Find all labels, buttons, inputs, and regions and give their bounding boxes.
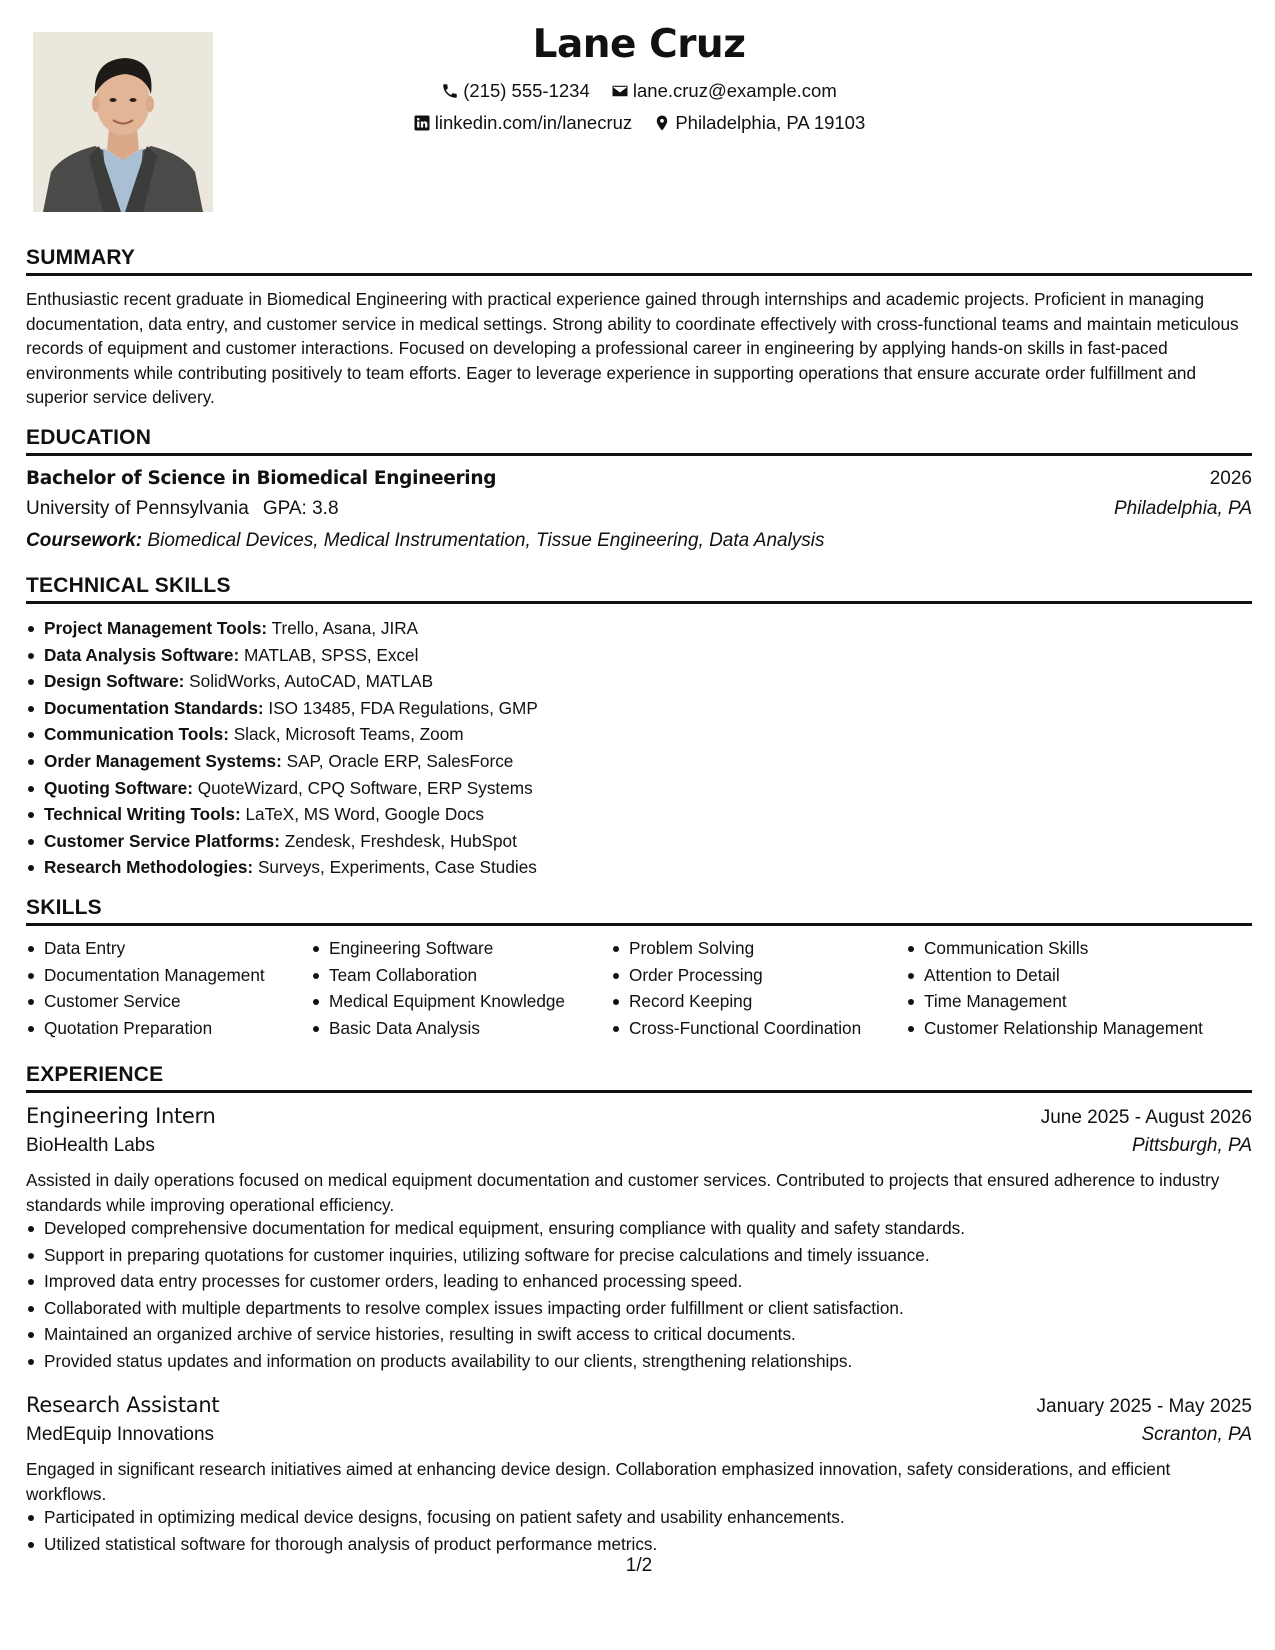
list-item: Basic Data Analysis (311, 1015, 565, 1042)
contact-line-1 (26, 80, 1252, 105)
education-row-1 (26, 468, 1252, 490)
technical-skills-list (26, 615, 538, 881)
list-item: Utilized statistical software for thorough analysis of product performance metrics. (26, 1531, 845, 1558)
education-heading: EDUCATION (26, 426, 1252, 456)
job-location: Pittsburgh, PA (1131, 1135, 1252, 1156)
job-description: Engaged in significant research initiatives aimed at enhancing device design. Collaboration emphasized innovation, safety considerations, and efficient workflows. (26, 1459, 1171, 1504)
list-item: Record Keeping (611, 988, 861, 1015)
job-1-subheader (26, 1135, 1252, 1157)
list-item: Cross-Functional Coordination (611, 1015, 861, 1042)
contact-line-2 (26, 112, 1252, 137)
job-title: Research Assistant (26, 1393, 220, 1417)
list-item: Time Management (906, 988, 1203, 1015)
job-location: Scranton, PA (1141, 1424, 1252, 1445)
job-2-header (26, 1393, 1252, 1418)
list-item: Customer Service Platforms: Zendesk, Freshdesk, HubSpot (26, 828, 538, 855)
company-name: BioHealth Labs (26, 1135, 155, 1156)
school-name: University of Pennsylvania (26, 498, 249, 519)
list-item: Medical Equipment Knowledge (311, 988, 565, 1015)
list-item: Technical Writing Tools: LaTeX, MS Word, Google Docs (26, 801, 538, 828)
list-item: Customer Relationship Management (906, 1015, 1203, 1042)
education-row-2 (26, 498, 1252, 520)
coursework-line (26, 530, 825, 552)
location-text: Philadelphia, PA 19103 (675, 112, 866, 133)
list-item: Provided status updates and information on products availability to our clients, strengthening relationships. (26, 1348, 965, 1375)
list-item: Research Methodologies: Surveys, Experiments, Case Studies (26, 854, 538, 881)
skills-column-1 (26, 935, 265, 1041)
list-item: Problem Solving (611, 935, 861, 962)
skills-column-4 (906, 935, 1203, 1041)
skills-heading: SKILLS (26, 896, 1252, 926)
coursework-label: Coursework: (26, 530, 143, 551)
job-1-header (26, 1104, 1252, 1129)
linkedin-icon (413, 114, 431, 132)
envelope-icon (611, 82, 629, 100)
technical-skills-heading: TECHNICAL SKILLS (26, 574, 1252, 604)
page-number: 1/2 (625, 1555, 653, 1576)
list-item: Data Analysis Software: MATLAB, SPSS, Excel (26, 642, 538, 669)
job-2-bullets (26, 1504, 845, 1557)
list-item: Support in preparing quotations for customer inquiries, utilizing software for precise calculations and timely issuance. (26, 1242, 965, 1269)
linkedin-text: linkedin.com/in/lanecruz (434, 112, 633, 133)
gpa: GPA: 3.8 (262, 498, 339, 519)
list-item: Team Collaboration (311, 962, 565, 989)
graduation-year: 2026 (1209, 468, 1252, 489)
list-item: Maintained an organized archive of service histories, resulting in swift access to critical documents. (26, 1321, 965, 1348)
map-pin-icon (653, 114, 671, 132)
email-contact[interactable] (611, 80, 837, 102)
list-item: Communication Skills (906, 935, 1203, 962)
experience-heading: EXPERIENCE (26, 1063, 1252, 1093)
job-description: Assisted in daily operations focused on medical equipment documentation and customer services. Contributed to projects that ensured adherence to industry standards while improving operational efficiency. (26, 1170, 1220, 1215)
list-item: Quoting Software: QuoteWizard, CPQ Software, ERP Systems (26, 775, 538, 802)
list-item: Data Entry (26, 935, 265, 962)
phone-contact (441, 80, 590, 102)
linkedin-contact[interactable] (413, 112, 632, 134)
list-item: Engineering Software (311, 935, 565, 962)
list-item: Improved data entry processes for customer orders, leading to enhanced processing speed. (26, 1268, 965, 1295)
list-item: Participated in optimizing medical device designs, focusing on patient safety and usability enhancements. (26, 1504, 845, 1531)
job-dates: June 2025 - August 2026 (1040, 1107, 1252, 1128)
school-line (26, 498, 339, 520)
summary-text: Enthusiastic recent graduate in Biomedical Engineering with practical experience gained through internships and academic projects. Proficient in managing documentation, data entry, and customer service in medical settings. Strong ability to coordinate effectively with cross-functional teams and maintain meticulous records of equipment and customer interactions. Focused on developing a professional career in engineering by applying hands-on skills in fast-paced environments while contributing positively to team efforts. Eager to leverage experience in supporting operations that ensure accurate order fulfillment and superior service delivery. (26, 289, 1239, 407)
coursework-list: Biomedical Devices, Medical Instrumentation, Tissue Engineering, Data Analysis (147, 530, 825, 551)
list-item: Communication Tools: Slack, Microsoft Teams, Zoom (26, 721, 538, 748)
degree-title: Bachelor of Science in Biomedical Engineering (26, 468, 497, 489)
list-item: Documentation Standards: ISO 13485, FDA Regulations, GMP (26, 695, 538, 722)
list-item: Attention to Detail (906, 962, 1203, 989)
list-item: Project Management Tools: Trello, Asana, JIRA (26, 615, 538, 642)
list-item: Customer Service (26, 988, 265, 1015)
skills-column-3 (611, 935, 861, 1041)
list-item: Documentation Management (26, 962, 265, 989)
summary-heading: SUMMARY (26, 246, 1252, 276)
job-2-subheader (26, 1424, 1252, 1446)
list-item: Order Management Systems: SAP, Oracle ERP, SalesForce (26, 748, 538, 775)
job-1-bullets (26, 1215, 965, 1375)
resume-page (26, 0, 1252, 1650)
list-item: Order Processing (611, 962, 861, 989)
list-item: Design Software: SolidWorks, AutoCAD, MATLAB (26, 668, 538, 695)
location-contact (653, 112, 865, 134)
job-title: Engineering Intern (26, 1104, 216, 1128)
candidate-name: Lane Cruz (532, 22, 746, 67)
job-dates: January 2025 - May 2025 (1036, 1396, 1252, 1417)
phone-icon (441, 82, 459, 100)
skills-column-2 (311, 935, 565, 1041)
phone-text: (215) 555-1234 (463, 80, 590, 101)
school-location: Philadelphia, PA (1113, 498, 1252, 519)
email-text: lane.cruz@example.com (632, 80, 837, 101)
list-item: Collaborated with multiple departments to resolve complex issues impacting order fulfillment or client satisfaction. (26, 1295, 965, 1322)
company-name: MedEquip Innovations (26, 1424, 215, 1445)
list-item: Quotation Preparation (26, 1015, 265, 1042)
list-item: Developed comprehensive documentation for medical equipment, ensuring compliance with quality and safety standards. (26, 1215, 965, 1242)
